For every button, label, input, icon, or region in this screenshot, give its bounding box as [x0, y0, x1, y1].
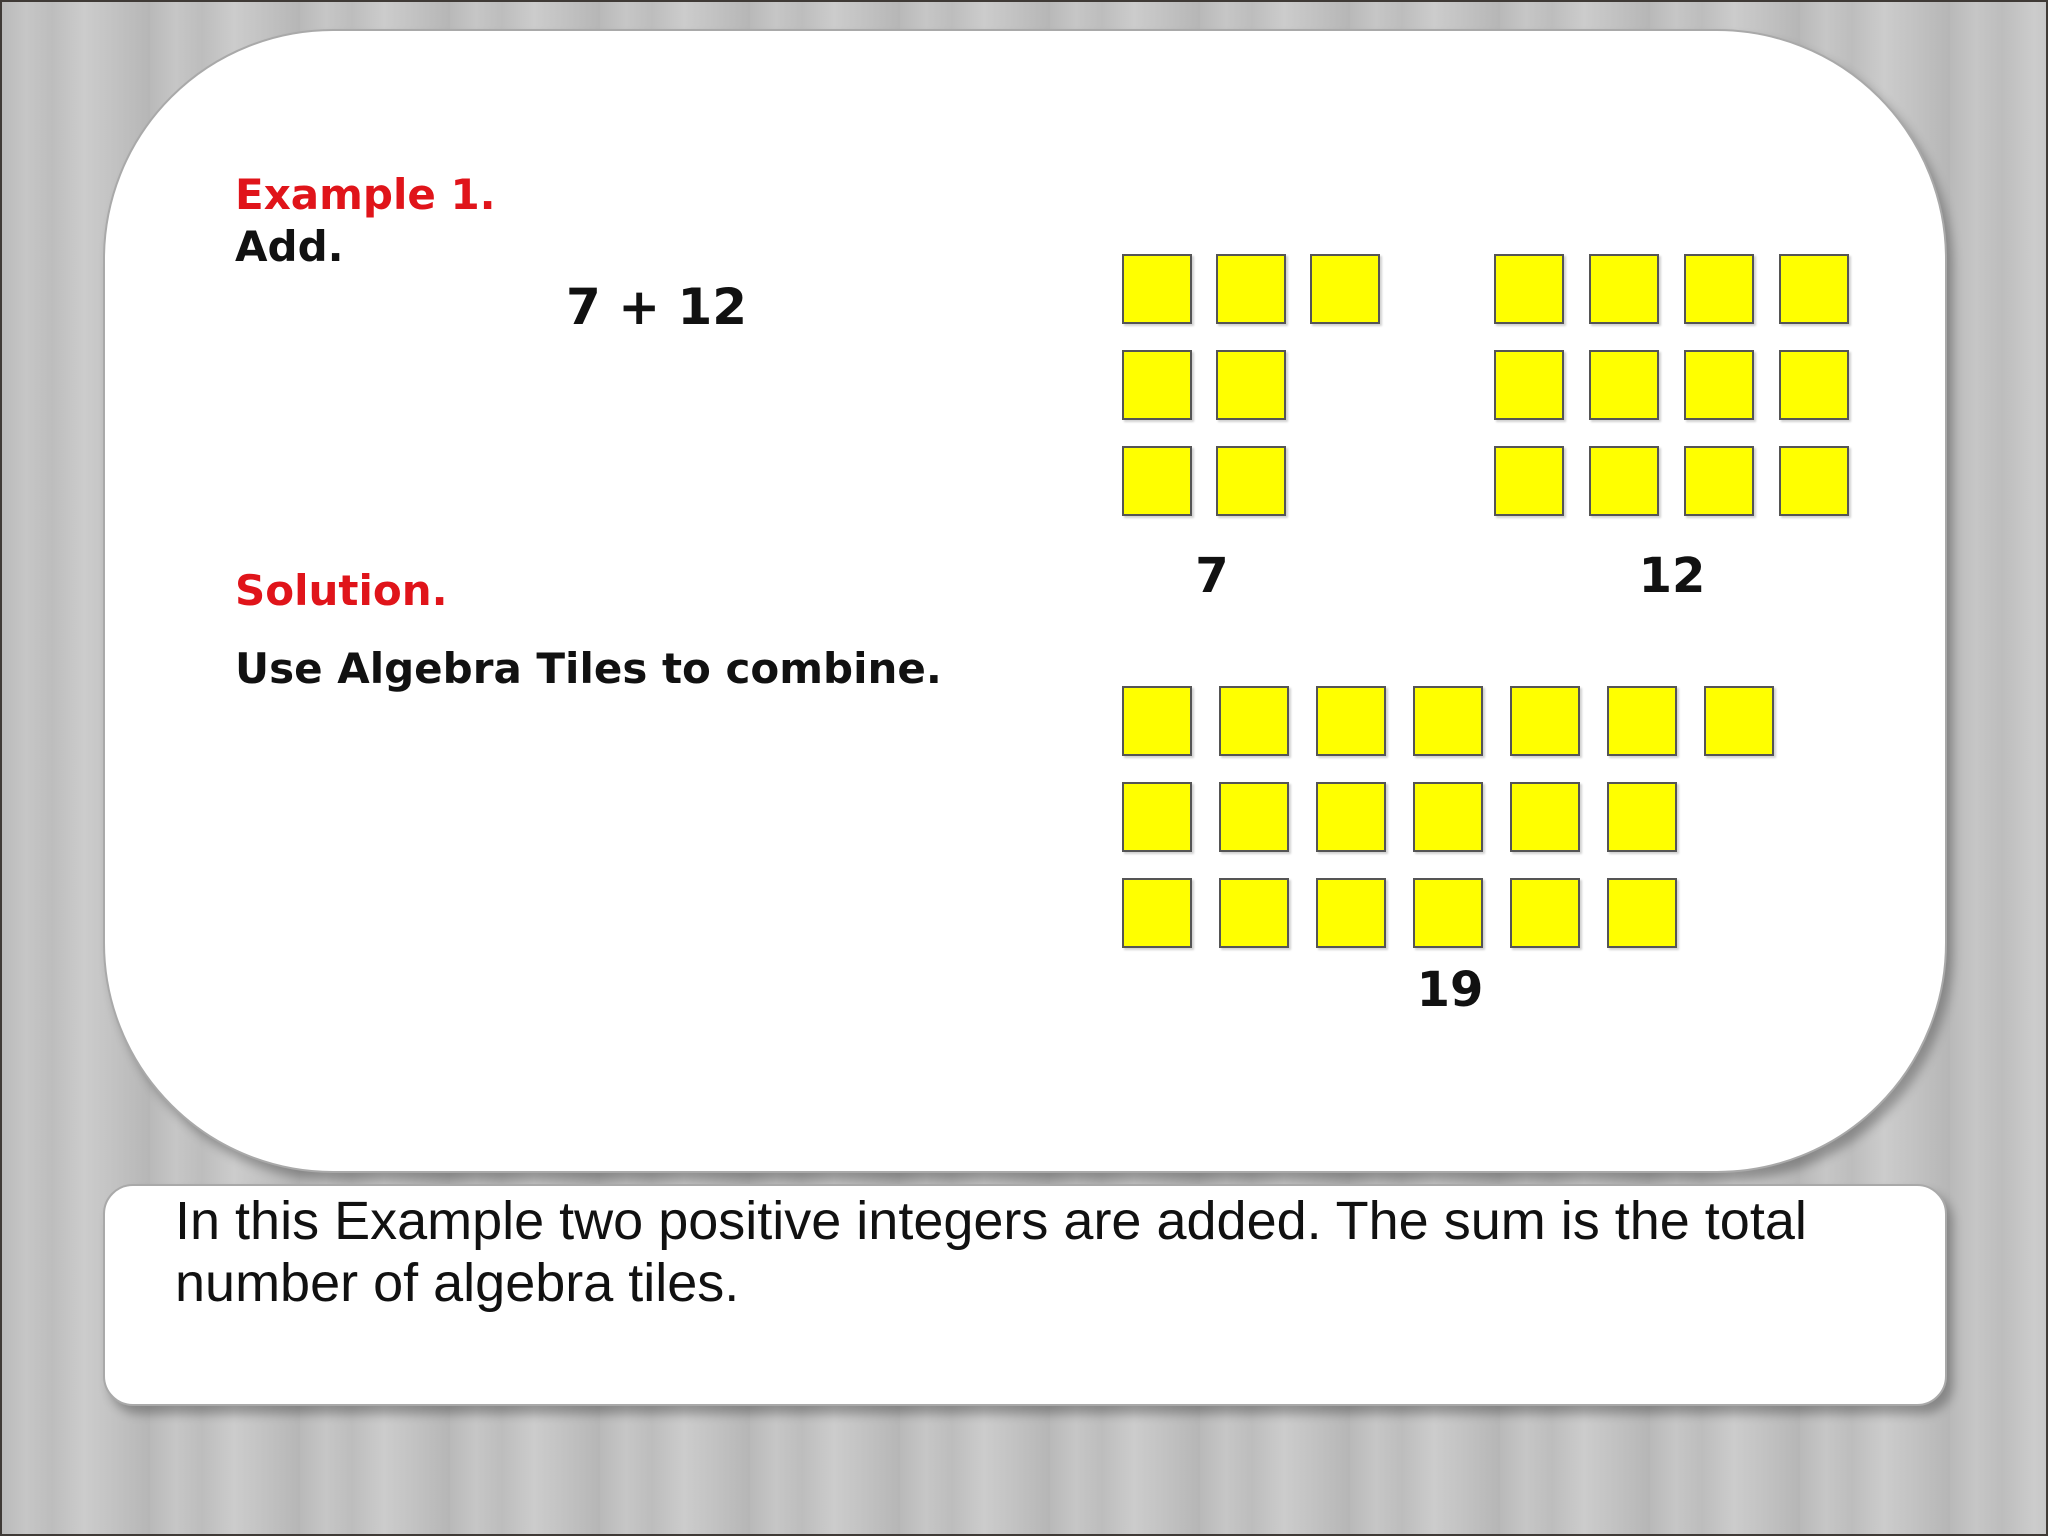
algebra-tile: [1413, 782, 1483, 852]
algebra-tile: [1510, 686, 1580, 756]
tile-count-label-first: 7: [1195, 548, 1229, 604]
algebra-tile: [1219, 782, 1289, 852]
algebra-tile: [1122, 446, 1192, 516]
algebra-tile: [1494, 446, 1564, 516]
caption-text: In this Example two positive integers are added. The sum is the total number of algebra tiles.: [175, 1191, 1807, 1313]
tile-count-label-second: 12: [1638, 548, 1706, 604]
example-expression: 7 + 12: [566, 278, 748, 336]
algebra-tile: [1413, 686, 1483, 756]
solution-text: Use Algebra Tiles to combine.: [235, 644, 942, 693]
algebra-tile: [1589, 350, 1659, 420]
algebra-tile: [1316, 782, 1386, 852]
algebra-tile: [1216, 446, 1286, 516]
algebra-tile: [1779, 446, 1849, 516]
algebra-tile: [1589, 446, 1659, 516]
algebra-tile: [1704, 686, 1774, 756]
algebra-tile: [1494, 254, 1564, 324]
algebra-tile: [1779, 350, 1849, 420]
algebra-tile: [1122, 686, 1192, 756]
tile-count-label-sum: 19: [1416, 962, 1484, 1018]
algebra-tile: [1607, 878, 1677, 948]
algebra-tile: [1122, 782, 1192, 852]
caption-box: [103, 1184, 1947, 1406]
algebra-tile: [1779, 254, 1849, 324]
algebra-tile: [1219, 686, 1289, 756]
algebra-tile: [1510, 782, 1580, 852]
algebra-tile: [1607, 686, 1677, 756]
example-instruction: Add.: [235, 222, 344, 271]
algebra-tile: [1684, 446, 1754, 516]
algebra-tile: [1684, 350, 1754, 420]
algebra-tile: [1510, 878, 1580, 948]
algebra-tile: [1310, 254, 1380, 324]
solution-title: Solution.: [235, 566, 448, 615]
algebra-tile: [1216, 350, 1286, 420]
algebra-tile: [1219, 878, 1289, 948]
algebra-tile: [1316, 686, 1386, 756]
algebra-tile: [1684, 254, 1754, 324]
algebra-tile: [1316, 878, 1386, 948]
example-title: Example 1.: [235, 170, 496, 219]
algebra-tile: [1122, 254, 1192, 324]
algebra-tile: [1122, 878, 1192, 948]
algebra-tile: [1216, 254, 1286, 324]
algebra-tile: [1607, 782, 1677, 852]
algebra-tile: [1589, 254, 1659, 324]
algebra-tile: [1122, 350, 1192, 420]
algebra-tile: [1413, 878, 1483, 948]
algebra-tile: [1494, 350, 1564, 420]
